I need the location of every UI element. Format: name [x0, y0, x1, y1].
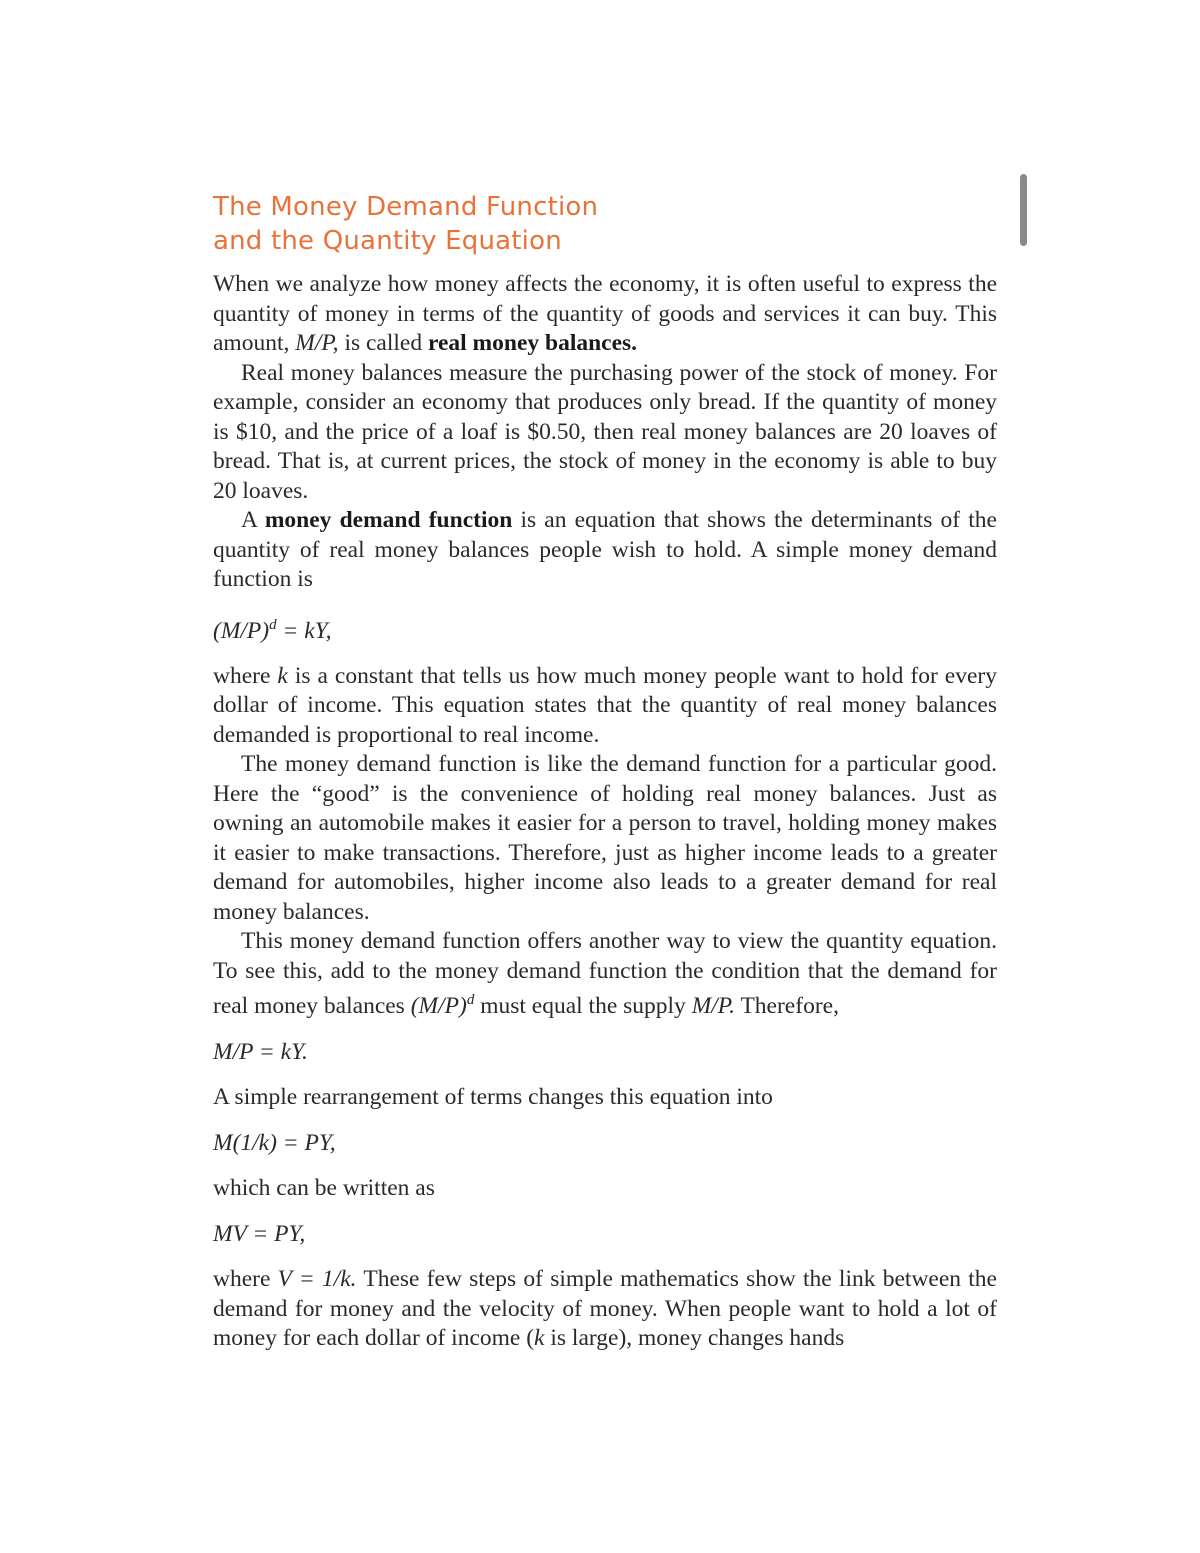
text-run: is an equation that shows the determinants of the quantity of real money balances people wish to hold. A simple money demand function is [213, 507, 997, 592]
text-run: must equal the supply [474, 993, 692, 1020]
heading-line-1: The Money Demand Function [213, 192, 599, 222]
math-var: M/P. [691, 993, 735, 1020]
paragraph-7: A simple rearrangement of terms changes this equation into [213, 1084, 773, 1111]
text-run: where [213, 662, 278, 689]
math-var: M/P, [295, 330, 339, 356]
math-var: (M/P) [410, 993, 467, 1020]
math-var: k [277, 662, 288, 689]
text-run: These few steps of simple mathematics show the link between the demand for money and the velocity of money. When people want to hold a lot of money for each dollar of income ( [213, 1266, 997, 1352]
paragraph-4 [213, 662, 997, 751]
text-run: is large), money changes hands [544, 1325, 845, 1352]
paragraph-1 [213, 270, 997, 359]
heading-line-2: and the Quantity Equation [213, 226, 562, 256]
scrollbar-thumb[interactable] [1020, 174, 1027, 246]
body-text [213, 270, 997, 1354]
text-run: is a constant that tells us how much money people want to hold for every dollar of income. This equation states that the quantity of real money balances demanded is proportional to real income. [213, 662, 997, 748]
text-run: is called [338, 330, 428, 356]
math-var: V = 1/k. [277, 1266, 357, 1293]
eq-superscript: d [269, 616, 277, 633]
key-term: money demand function [264, 507, 513, 533]
eq-part: (M/P) [213, 617, 270, 644]
equation-4: MV = PY, [213, 1220, 306, 1247]
equation-2: M/P = kY. [213, 1038, 308, 1065]
text-run: where [213, 1266, 278, 1293]
text-run: A [241, 507, 265, 533]
paragraph-3 [213, 506, 997, 595]
math-superscript: d [466, 992, 475, 1009]
section-heading [213, 190, 598, 258]
eq-part: = kY, [276, 617, 332, 644]
text-run: When we analyze how money affects the economy, it is often useful to express the quantity of money in terms of the quantity of goods and services it can buy. This amount, [213, 271, 997, 356]
paragraph-8: which can be written as [213, 1175, 435, 1202]
paragraph-9 [213, 1265, 997, 1354]
paragraph-2: Real money balances measure the purchasing power of the stock of money. For example, consider an economy that produces only bread. If the quantity of money is $10, and the price of a loaf is $0.50, then real money balances are 20 loaves of bread. That is, at current prices, the stock of money in the economy is able to buy 20 loaves. [213, 359, 997, 504]
key-term: real money balances. [427, 330, 638, 356]
paragraph-6 [213, 927, 997, 1021]
paragraph-5: The money demand function is like the demand function for a particular good. Here the “good” is the convenience of holding real money balances. Just as owning an automobile makes it easier for a person to travel, holding money makes it easier to make transactions. Therefore, just as higher income leads to a greater demand for automobiles, higher income also leads to a greater demand for real money balances. [213, 751, 997, 925]
equation-1 [213, 611, 997, 646]
math-var: k [534, 1325, 545, 1352]
equation-3: M(1/k) = PY, [213, 1129, 336, 1156]
text-run: This money demand function offers another way to view the quantity equation. To see this, add to the money demand function the condition that the demand for real money balances [213, 928, 997, 1020]
text-run: Therefore, [735, 993, 839, 1020]
